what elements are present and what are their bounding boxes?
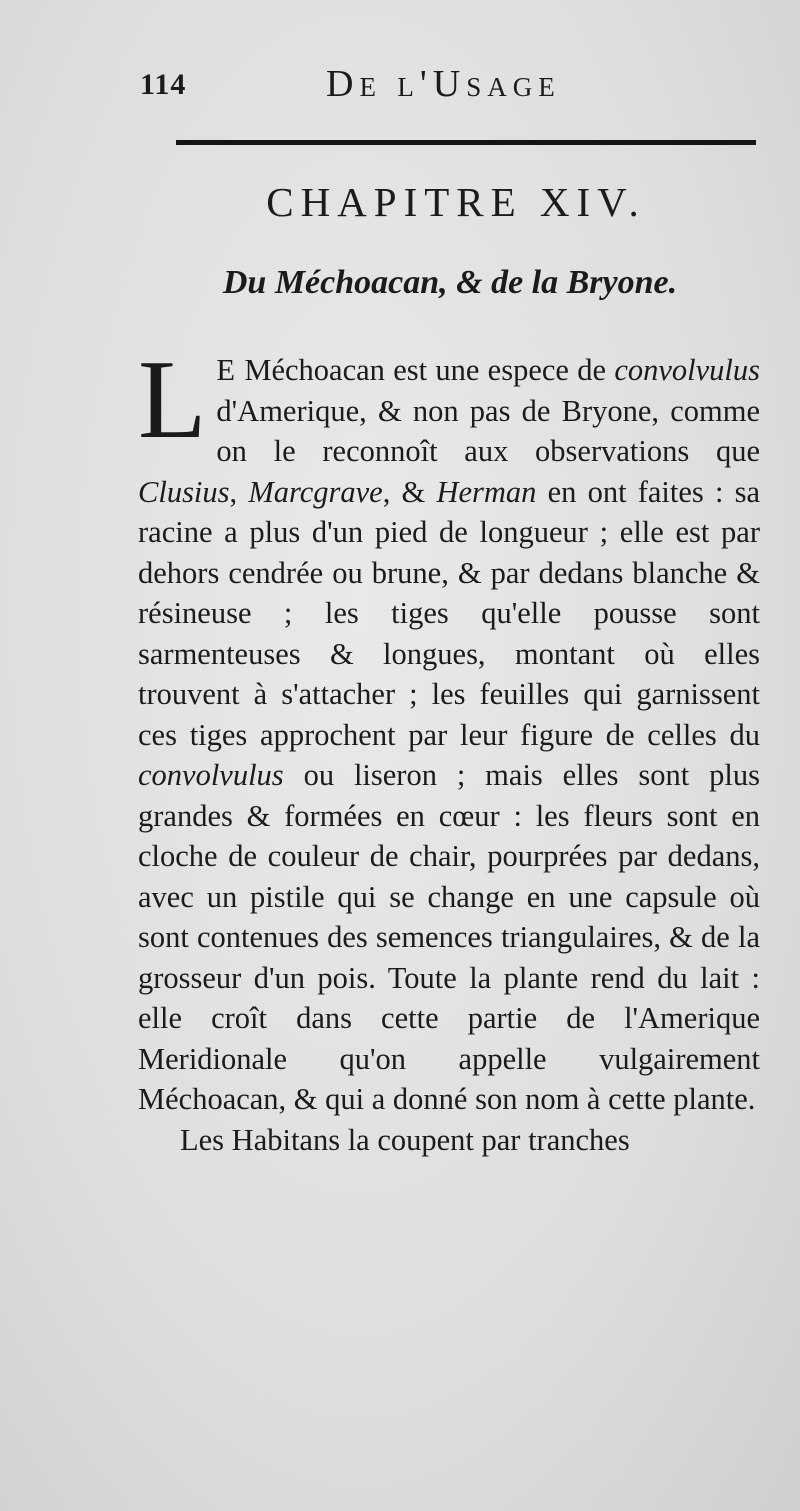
running-title: De l'Usage [326, 63, 561, 105]
italic-name: Clusius [138, 474, 230, 509]
italic-name: Herman [436, 474, 537, 509]
chapter-subtitle: Du Méchoacan, & de la Bryone. [222, 264, 678, 301]
text-run: Méchoacan est une espece de [236, 353, 615, 387]
lead-letter: E [216, 353, 237, 387]
body-text [138, 338, 761, 1160]
italic-term: convolvulus [138, 758, 284, 792]
page-number: 114 [140, 68, 187, 101]
drop-cap: L [138, 338, 207, 462]
text-run: ou liseron ; mais elles sont plus grandes & formées en cœur : les fleurs sont en cloche de couleur de chair, pourprées par dedans, avec un pistile qui se change en une capsule où sont contenues des semences triangulaires, & de la grosseur d'un pois. Toute la plante rend du lait : elle croît dans cette partie de l'Amerique Meridionale qu'on appelle vulgairement Méchoacan, & qui a donné son nom à cette plante. [138, 758, 760, 1116]
running-head [140, 62, 760, 112]
text-run: , [229, 474, 249, 509]
text-run: en ont faites : sa racine a plus d'un pied de longueur ; elle est par dehors cendrée ou brune, & par dedans blanche & résineuse ; les tiges qu'elle pousse sont sarmenteuses & longues, montant où elles trouvent à s'attacher ; les feuilles qui garnissent ces tiges approchent par leur figure de celles du [138, 474, 761, 752]
paragraph-2: Les Habitans la coupent par tranches [180, 1122, 630, 1157]
italic-term: convolvulus [614, 353, 760, 387]
header-rule [176, 140, 756, 145]
text-run: d'Amerique, & non pas de Bryone, comme on le reconnoît aux observations que [216, 393, 760, 468]
italic-name: Marcgrave [248, 474, 383, 509]
paragraph-1 [138, 338, 761, 1120]
text-run: , & [382, 474, 437, 509]
chapter-title: CHAPITRE XIV. [266, 179, 646, 225]
